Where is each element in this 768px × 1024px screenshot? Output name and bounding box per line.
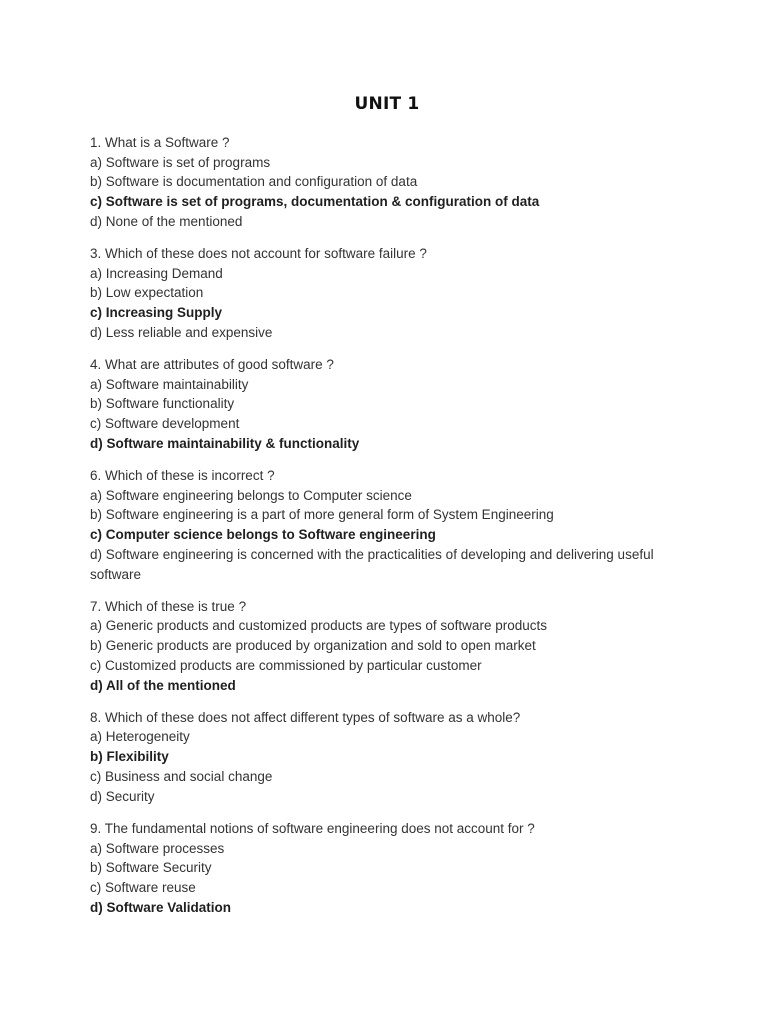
option-a: a) Software is set of programs — [90, 154, 271, 170]
option-d: d) All of the mentioned — [90, 677, 236, 693]
option-d: d) Software engineering is concerned with the practicalities of developing and delivering useful software — [90, 546, 654, 582]
option-b: b) Flexibility — [90, 749, 169, 765]
option-d: d) None of the mentioned — [90, 213, 243, 229]
question-block — [90, 819, 680, 918]
question-block — [90, 708, 680, 807]
option-d: d) Less reliable and expensive — [90, 324, 273, 340]
question-text: 1. What is a Software ? — [90, 135, 230, 150]
question-text: 3. Which of these does not account for software failure ? — [90, 246, 427, 262]
option-b: b) Software functionality — [90, 396, 235, 412]
option-c: c) Business and social change — [90, 768, 273, 784]
option-c: c) Customized products are commissioned by particular customer — [90, 657, 482, 673]
option-d: d) Security — [90, 788, 155, 804]
option-b: b) Software Security — [90, 860, 212, 876]
question-block — [90, 133, 680, 232]
question-block — [90, 355, 680, 454]
option-c: c) Software reuse — [90, 879, 196, 895]
option-a: a) Software engineering belongs to Computer science — [90, 487, 412, 503]
option-a: a) Software processes — [90, 840, 225, 856]
question-list — [90, 133, 680, 930]
option-b: b) Generic products are produced by organization and sold to open market — [90, 638, 536, 654]
option-b: b) Software engineering is a part of more general form of System Engineering — [90, 507, 554, 523]
option-a: a) Software maintainability — [90, 376, 249, 392]
question-block — [90, 597, 680, 696]
question-text: 9. The fundamental notions of software engineering does not account for ? — [90, 820, 535, 836]
option-d: d) Software maintainability & functionality — [90, 435, 360, 451]
option-c: c) Increasing Supply — [90, 305, 223, 321]
question-text: 4. What are attributes of good software ? — [90, 357, 334, 373]
option-c: c) Software is set of programs, documentation & configuration of data — [90, 194, 540, 210]
question-block — [90, 466, 680, 584]
option-d: d) Software Validation — [90, 899, 232, 915]
option-a: a) Generic products and customized products are types of software products — [90, 618, 547, 634]
option-b: b) Software is documentation and configuration of data — [90, 174, 418, 190]
option-c: c) Software development — [90, 416, 240, 432]
option-b: b) Low expectation — [90, 285, 204, 301]
page-title: UNIT 1 — [354, 94, 420, 114]
question-text: 7. Which of these is true ? — [90, 598, 247, 614]
option-c: c) Computer science belongs to Software engineering — [90, 527, 436, 543]
option-a: a) Heterogeneity — [90, 729, 190, 745]
question-text: 6. Which of these is incorrect ? — [90, 468, 275, 484]
question-text: 8. Which of these does not affect different types of software as a whole? — [90, 709, 521, 725]
option-a: a) Increasing Demand — [90, 265, 223, 281]
question-block — [90, 244, 680, 343]
